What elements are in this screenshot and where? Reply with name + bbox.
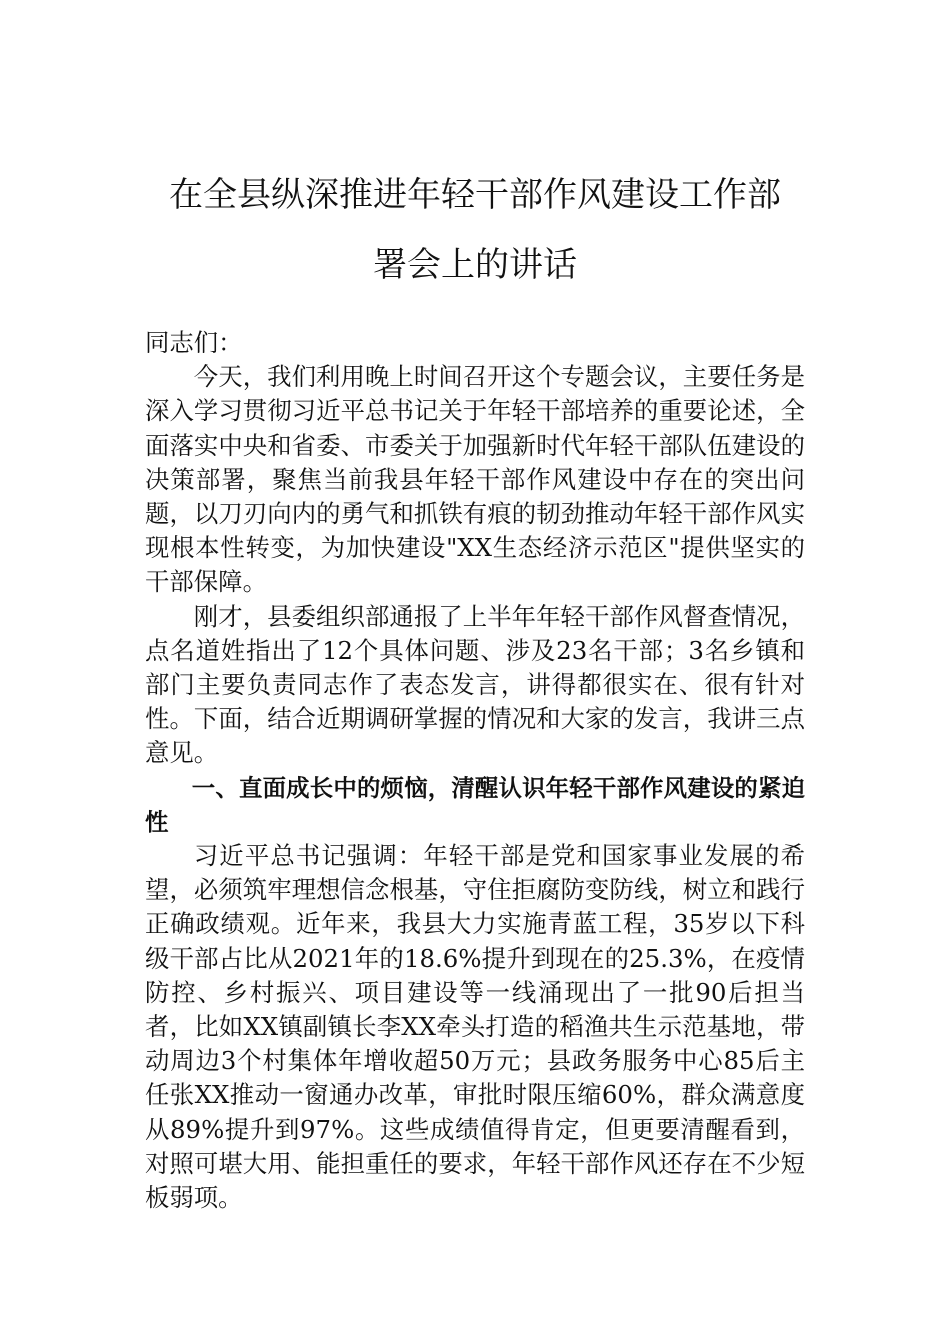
title-line-2: 署会上的讲话 [373,245,577,285]
section-heading-1: 一、直面成长中的烦恼，清醒认识年轻干部作风建设的紧迫性 [145,773,805,836]
salutation: 同志们： [145,328,243,357]
document-title [145,160,805,300]
title-line-1: 在全县纵深推进年轻干部作风建设工作部 [169,175,781,215]
paragraph-report: 刚才，县委组织部通报了上半年年轻干部作风督查情况，点名道姓指出了12个具体问题、涉及23名干部；3名乡镇和部门主要负责同志作了表态发言，讲得都很实在、很有针对性。下面，结合近期调研掌握的情况和大家的发言，我讲三点意见。 [145,601,805,768]
paragraph-section-1: 习近平总书记强调：年轻干部是党和国家事业发展的希望，必须筑牢理想信念根基，守住拒腐防变防线，树立和践行正确政绩观。近年来，我县大力实施青蓝工程，35岁以下科级干部占比从2021年的18.6%提升到现在的25.3%，在疫情防控、乡村振兴、项目建设等一线涌现出了一批90后担当者，比如XX镇副镇长李XX牵头打造的稻渔共生示范基地，带动周边3个村集体年增收超50万元；县政务服务中心85后主任张XX推动一窗通办改革，审批时限压缩60%，群众满意度从89%提升到97%。这些成绩值得肯定，但更要清醒看到，对照可堪大用、能担重任的要求，年轻干部作风还存在不少短板弱项。 [145,841,805,1213]
paragraph-opening: 今天，我们利用晚上时间召开这个专题会议，主要任务是深入学习贯彻习近平总书记关于年轻干部培养的重要论述，全面落实中央和省委、市委关于加强新时代年轻干部队伍建设的决策部署，聚焦当前我县年轻干部作风建设中存在的突出问题，以刀刃向内的勇气和抓铁有痕的韧劲推动年轻干部作风实现根本性转变，为加快建设"XX生态经济示范区"提供坚实的干部保障。 [145,362,805,597]
document-body [145,326,805,1215]
